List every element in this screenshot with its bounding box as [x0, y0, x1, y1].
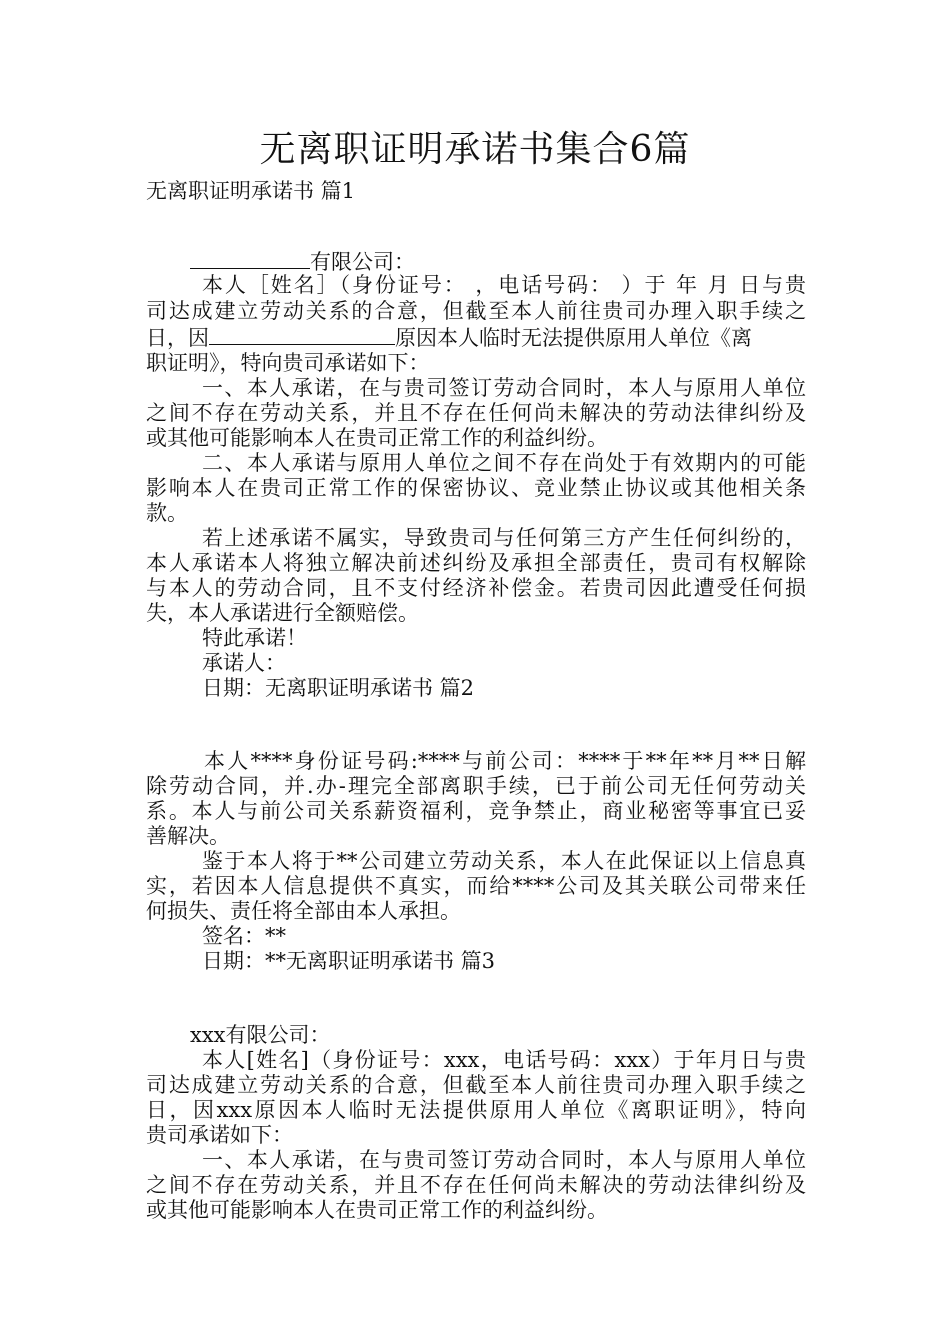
paragraph-line: 本人****身份证号码:****与前公司：****于**年**月**日解: [204, 749, 806, 773]
paragraph-line: 司达成建立劳动关系的合意，但截至本人前往贵司办理入职手续之: [146, 1073, 806, 1097]
paragraph-line: 二、本人承诺与原用人单位之间不存在尚处于有效期内的可能: [202, 451, 806, 475]
paragraph-line: 款。: [146, 501, 188, 525]
paragraph-line: 除劳动合同，并.办-理完全部离职手续，已于前公司无任何劳动关: [146, 774, 806, 798]
paragraph-text: 原因本人临时无法提供原用人单位《离: [395, 326, 752, 350]
date-line: 日期：无离职证明承诺书 篇2: [202, 676, 475, 700]
paragraph-line: 职证明》，特向贵司承诺如下：: [146, 351, 430, 375]
paragraph-line: 或其他可能影响本人在贵司正常工作的利益纠纷。: [146, 426, 608, 450]
paragraph-line: 本人承诺本人将独立解决前述纠纷及承担全部责任，贵司有权解除: [146, 551, 806, 575]
paragraph-line: 日，因xxx原因本人临时无法提供原用人单位《离职证明》，特向: [146, 1098, 806, 1122]
paragraph-line: 本人［姓名］（身份证号： ，电话号码： ）于 年 月 日与贵: [202, 273, 806, 297]
paragraph-line: 或其他可能影响本人在贵司正常工作的利益纠纷。: [146, 1198, 608, 1222]
paragraph-line: 鉴于本人将于**公司建立劳动关系，本人在此保证以上信息真: [202, 849, 806, 873]
date-line: 日期：**无离职证明承诺书 篇3: [202, 949, 496, 973]
paragraph-line: 善解决。: [146, 824, 230, 848]
paragraph-line: 之间不存在劳动关系，并且不存在任何尚未解决的劳动法律纠纷及: [146, 401, 806, 425]
addressee-text: 有限公司：: [310, 250, 415, 274]
paragraph-line: 系。本人与前公司关系薪资福利，竞争禁止，商业秘密等事宜已妥: [146, 799, 806, 823]
paragraph-line: 失，本人承诺进行全额赔偿。: [146, 601, 419, 625]
signature-line: 签名：**: [202, 924, 286, 948]
paragraph-line: 一、本人承诺，在与贵司签订劳动合同时，本人与原用人单位: [202, 1148, 806, 1172]
paragraph-text: 日，因: [146, 326, 209, 350]
paragraph-line: 本人[姓名]（身份证号：xxx，电话号码：xxx）于年月日与贵: [202, 1048, 806, 1072]
document-title: 无离职证明承诺书集合6篇: [259, 129, 691, 170]
paragraph-line: 何损失、责任将全部由本人承担。: [146, 899, 461, 923]
addressee-line: xxx有限公司：: [190, 1023, 331, 1047]
closing-line: 特此承诺！: [202, 626, 307, 650]
paragraph-line: 影响本人在贵司正常工作的保密协议、竞业禁止协议或其他相关条: [146, 476, 806, 500]
paragraph-line: 之间不存在劳动关系，并且不存在任何尚未解决的劳动法律纠纷及: [146, 1173, 806, 1197]
paragraph-line: 与本人的劳动合同，且不支付经济补偿金。若贵司因此遭受任何损: [146, 576, 806, 600]
paragraph-line: [146, 324, 752, 351]
signatory-line: 承诺人：: [202, 651, 286, 675]
paragraph-line: 司达成建立劳动关系的合意，但截至本人前往贵司办理入职手续之: [146, 299, 806, 323]
reason-blank: [209, 324, 395, 345]
addressee-line: [190, 248, 415, 275]
paragraph-line: 一、本人承诺，在与贵司签订劳动合同时，本人与原用人单位: [202, 376, 806, 400]
section-heading: 无离职证明承诺书 篇1: [146, 179, 356, 203]
paragraph-line: 实，若因本人信息提供不真实，而给****公司及其关联公司带来任: [146, 874, 806, 898]
company-name-blank: [190, 248, 310, 269]
paragraph-line: 贵司承诺如下：: [146, 1123, 293, 1147]
paragraph-line: 若上述承诺不属实，导致贵司与任何第三方产生任何纠纷的，: [202, 526, 806, 550]
